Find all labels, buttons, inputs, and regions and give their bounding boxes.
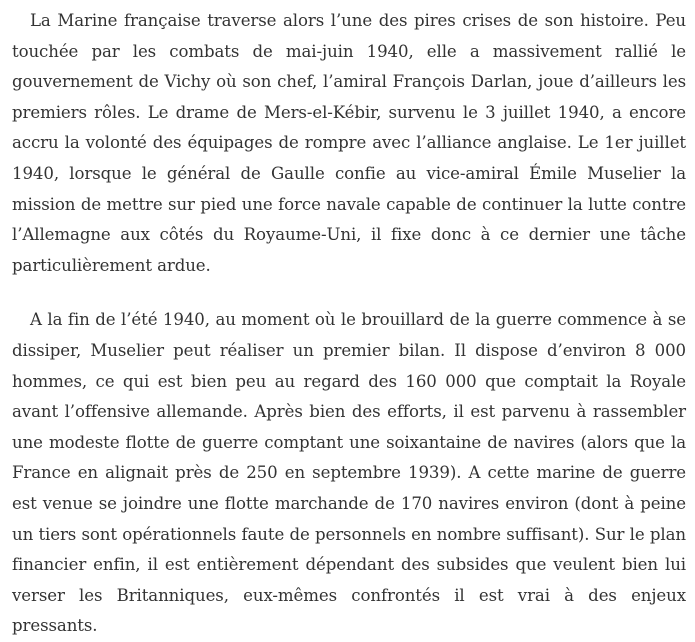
article-body [12, 6, 686, 642]
paragraph: La Marine française traverse alors l’une des pires crises de son histoire. Peu touchée par les combats de mai-juin 1940, elle a massivement rallié le gouvernement de Vichy où son chef, l’amiral François Darlan, joue d’ailleurs les premiers rôles. Le drame de Mers-el-Kébir, survenu le 3 juillet 1940, a encore accru la volonté des équipages de rompre avec l’alliance anglaise. Le 1er juillet 1940, lorsque le général de Gaulle confie au vice-amiral Émile Muselier la mission de mettre sur pied une force navale capable de continuer la lutte contre l’Allemagne aux côtés du Royaume-Uni, il fixe donc à ce dernier une tâche particulièrement ardue. [12, 11, 686, 275]
paragraph: A la fin de l’été 1940, au moment où le brouillard de la guerre commence à se dissiper, Muselier peut réaliser un premier bilan. Il dispose d’environ 8 000 hommes, ce qui est bien peu au regard des 160 000 que comptait la Royale avant l’offensive allemande. Après bien des efforts, il est parvenu à rassembler une modeste flotte de guerre comptant une soixantaine de navires (alors que la France en alignait près de 250 en septembre 1939). A cette marine de guerre est venue se joindre une flotte marchande de 170 navires environ (dont à peine un tiers sont opérationnels faute de personnels en nombre suffisant). Sur le plan financier enfin, il est entièrement dépendant des subsides que veulent bien lui verser les Britanniques, eux-mêmes confrontés il est vrai à des enjeux pressants. [12, 310, 686, 636]
